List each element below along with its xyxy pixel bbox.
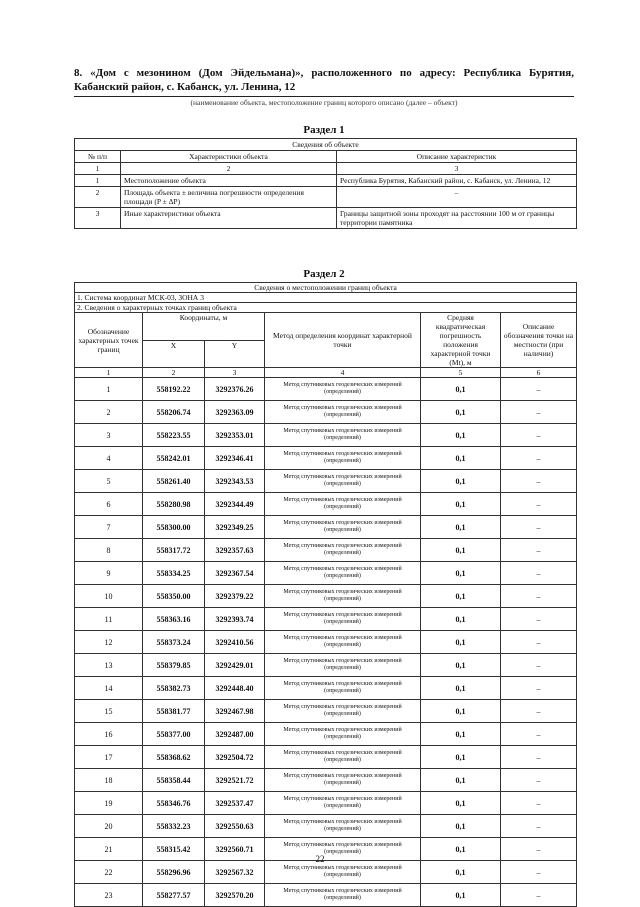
point-y: 3292346.41 <box>205 447 265 470</box>
point-method: Метод спутниковых геодезических измерений (определений) <box>265 723 421 746</box>
point-y: 3292467.98 <box>205 700 265 723</box>
point-method: Метод спутниковых геодезических измерений (определений) <box>265 424 421 447</box>
point-method: Метод спутниковых геодезических измерений (определений) <box>265 677 421 700</box>
point-x: 558373.24 <box>143 631 205 654</box>
point-description: – <box>501 447 577 470</box>
point-row <box>75 884 577 907</box>
point-y: 3292376.26 <box>205 378 265 401</box>
point-row <box>75 516 577 539</box>
section2-index-cell: 3 <box>205 368 265 378</box>
point-accuracy: 0,1 <box>421 631 501 654</box>
point-description: – <box>501 815 577 838</box>
point-x: 558261.40 <box>143 470 205 493</box>
point-y: 3292550.63 <box>205 815 265 838</box>
point-x: 558382.73 <box>143 677 205 700</box>
section1-header-num: № п/п <box>75 151 121 163</box>
section1-row-num: 1 <box>75 175 121 187</box>
point-x: 558315.42 <box>143 838 205 861</box>
section1-caption: Сведения об объекте <box>75 139 577 151</box>
point-x: 558346.76 <box>143 792 205 815</box>
point-method: Метод спутниковых геодезических измерений (определений) <box>265 861 421 884</box>
point-id: 1 <box>75 378 143 401</box>
point-method: Метод спутниковых геодезических измерений (определений) <box>265 792 421 815</box>
point-x: 558368.62 <box>143 746 205 769</box>
point-row <box>75 792 577 815</box>
point-id: 21 <box>75 838 143 861</box>
coordinate-system: 1. Система координат МСК-03, ЗОНА 3 <box>75 293 577 303</box>
section1-index-cell: 3 <box>337 163 577 175</box>
point-accuracy: 0,1 <box>421 861 501 884</box>
point-row <box>75 746 577 769</box>
point-x: 558300.00 <box>143 516 205 539</box>
point-description: – <box>501 631 577 654</box>
section2-title: Раздел 2 <box>303 268 345 280</box>
section1-row-num: 2 <box>75 187 121 208</box>
point-description: – <box>501 562 577 585</box>
header-description: Описание обозначения точки на местности (при наличии) <box>501 313 577 368</box>
point-method: Метод спутниковых геодезических измерений (определений) <box>265 401 421 424</box>
point-row <box>75 470 577 493</box>
point-y: 3292537.47 <box>205 792 265 815</box>
point-accuracy: 0,1 <box>421 769 501 792</box>
point-method: Метод спутниковых геодезических измерений (определений) <box>265 562 421 585</box>
point-description: – <box>501 654 577 677</box>
point-method: Метод спутниковых геодезических измерений (определений) <box>265 654 421 677</box>
point-row <box>75 815 577 838</box>
point-accuracy: 0,1 <box>421 539 501 562</box>
point-method: Метод спутниковых геодезических измерений (определений) <box>265 746 421 769</box>
point-id: 12 <box>75 631 143 654</box>
point-y: 3292487.00 <box>205 723 265 746</box>
point-row <box>75 562 577 585</box>
point-y: 3292349.25 <box>205 516 265 539</box>
point-y: 3292410.56 <box>205 631 265 654</box>
point-row <box>75 493 577 516</box>
point-method: Метод спутниковых геодезических измерений (определений) <box>265 700 421 723</box>
point-row <box>75 378 577 401</box>
section1-row-label: Иные характеристики объекта <box>121 208 337 229</box>
point-description: – <box>501 700 577 723</box>
section1-header-description: Описание характеристик <box>337 151 577 163</box>
point-x: 558358.44 <box>143 769 205 792</box>
point-description: – <box>501 539 577 562</box>
section1-row-label: Местоположение объекта <box>121 175 337 187</box>
point-id: 19 <box>75 792 143 815</box>
point-accuracy: 0,1 <box>421 447 501 470</box>
point-row <box>75 424 577 447</box>
point-id: 9 <box>75 562 143 585</box>
point-method: Метод спутниковых геодезических измерений (определений) <box>265 608 421 631</box>
point-y: 3292560.71 <box>205 838 265 861</box>
point-row <box>75 677 577 700</box>
header-x: X <box>143 341 205 368</box>
point-id: 7 <box>75 516 143 539</box>
point-accuracy: 0,1 <box>421 654 501 677</box>
section1-table <box>74 138 577 229</box>
section2-index-cell: 2 <box>143 368 205 378</box>
section2-caption: Сведения о местоположении границ объекта <box>75 283 577 293</box>
point-accuracy: 0,1 <box>421 562 501 585</box>
point-method: Метод спутниковых геодезических измерений (определений) <box>265 470 421 493</box>
point-x: 558296.96 <box>143 861 205 884</box>
point-y: 3292344.49 <box>205 493 265 516</box>
section2-index-cell: 5 <box>421 368 501 378</box>
point-accuracy: 0,1 <box>421 723 501 746</box>
point-y: 3292429.01 <box>205 654 265 677</box>
point-method: Метод спутниковых геодезических измерений (определений) <box>265 516 421 539</box>
point-row <box>75 585 577 608</box>
point-y: 3292357.63 <box>205 539 265 562</box>
point-description: – <box>501 861 577 884</box>
header-point-label: Обозначение характерных точек границ <box>75 313 143 368</box>
point-id: 20 <box>75 815 143 838</box>
point-method: Метод спутниковых геодезических измерений (определений) <box>265 884 421 907</box>
point-accuracy: 0,1 <box>421 815 501 838</box>
point-method: Метод спутниковых геодезических измерений (определений) <box>265 493 421 516</box>
point-y: 3292363.09 <box>205 401 265 424</box>
point-id: 3 <box>75 424 143 447</box>
section2-table <box>74 282 577 907</box>
point-y: 3292504.72 <box>205 746 265 769</box>
section1-row-value: – <box>337 187 577 208</box>
point-y: 3292343.53 <box>205 470 265 493</box>
point-id: 5 <box>75 470 143 493</box>
point-x: 558334.25 <box>143 562 205 585</box>
section2-index-cell: 6 <box>501 368 577 378</box>
point-y: 3292521.72 <box>205 769 265 792</box>
point-row <box>75 723 577 746</box>
point-description: – <box>501 493 577 516</box>
point-accuracy: 0,1 <box>421 585 501 608</box>
point-method: Метод спутниковых геодезических измерений (определений) <box>265 769 421 792</box>
point-x: 558192.22 <box>143 378 205 401</box>
point-accuracy: 0,1 <box>421 608 501 631</box>
point-method: Метод спутниковых геодезических измерений (определений) <box>265 838 421 861</box>
point-y: 3292367.54 <box>205 562 265 585</box>
point-description: – <box>501 516 577 539</box>
point-description: – <box>501 608 577 631</box>
point-description: – <box>501 677 577 700</box>
point-row <box>75 631 577 654</box>
point-x: 558363.16 <box>143 608 205 631</box>
section1-row-num: 3 <box>75 208 121 229</box>
object-heading: 8. «Дом с мезонином (Дом Эйдельмана)», расположенного по адресу: Республика Бурятия, Кабанский район, с. Кабанск, ул. Ленина, 12 <box>74 67 574 93</box>
point-accuracy: 0,1 <box>421 378 501 401</box>
section1-title: Раздел 1 <box>303 124 345 136</box>
point-accuracy: 0,1 <box>421 516 501 539</box>
point-method: Метод спутниковых геодезических измерений (определений) <box>265 585 421 608</box>
point-description: – <box>501 769 577 792</box>
point-method: Метод спутниковых геодезических измерений (определений) <box>265 815 421 838</box>
point-y: 3292393.74 <box>205 608 265 631</box>
point-id: 8 <box>75 539 143 562</box>
point-x: 558379.85 <box>143 654 205 677</box>
point-x: 558223.55 <box>143 424 205 447</box>
point-method: Метод спутниковых геодезических измерений (определений) <box>265 539 421 562</box>
point-row <box>75 447 577 470</box>
point-row <box>75 769 577 792</box>
point-x: 558242.01 <box>143 447 205 470</box>
point-description: – <box>501 470 577 493</box>
point-x: 558332.23 <box>143 815 205 838</box>
points-caption: 2. Сведения о характерных точках границ объекта <box>75 303 577 313</box>
point-x: 558381.77 <box>143 700 205 723</box>
point-x: 558317.72 <box>143 539 205 562</box>
point-id: 6 <box>75 493 143 516</box>
point-description: – <box>501 401 577 424</box>
point-accuracy: 0,1 <box>421 746 501 769</box>
point-method: Метод спутниковых геодезических измерений (определений) <box>265 631 421 654</box>
header-y: Y <box>205 341 265 368</box>
point-accuracy: 0,1 <box>421 792 501 815</box>
point-y: 3292353.01 <box>205 424 265 447</box>
point-x: 558206.74 <box>143 401 205 424</box>
point-accuracy: 0,1 <box>421 493 501 516</box>
point-description: – <box>501 378 577 401</box>
heading-note: (наименование объекта, местоположение границ которого описано (далее – объект) <box>190 98 458 107</box>
section2-index-cell: 1 <box>75 368 143 378</box>
section1-row-value: Границы защитной зоны проходят на расстоянии 100 м от границы территории памятника <box>337 208 577 229</box>
point-id: 14 <box>75 677 143 700</box>
header-coordinates: Координаты, м <box>143 313 265 341</box>
section1-header-characteristic: Характеристики объекта <box>121 151 337 163</box>
point-description: – <box>501 746 577 769</box>
point-row <box>75 700 577 723</box>
point-description: – <box>501 585 577 608</box>
point-row <box>75 539 577 562</box>
point-accuracy: 0,1 <box>421 424 501 447</box>
point-row <box>75 401 577 424</box>
section1-index-cell: 2 <box>121 163 337 175</box>
point-accuracy: 0,1 <box>421 700 501 723</box>
point-id: 4 <box>75 447 143 470</box>
point-description: – <box>501 723 577 746</box>
header-accuracy: Средняя квадратическая погрешность положения характерной точки (Mt), м <box>421 313 501 368</box>
point-x: 558277.57 <box>143 884 205 907</box>
point-id: 10 <box>75 585 143 608</box>
point-description: – <box>501 838 577 861</box>
point-id: 22 <box>75 861 143 884</box>
point-x: 558280.98 <box>143 493 205 516</box>
point-method: Метод спутниковых геодезических измерений (определений) <box>265 378 421 401</box>
point-accuracy: 0,1 <box>421 838 501 861</box>
page-number: 22 <box>315 854 325 864</box>
section2-index-cell: 4 <box>265 368 421 378</box>
point-accuracy: 0,1 <box>421 470 501 493</box>
heading-underline <box>74 96 574 97</box>
point-y: 3292567.32 <box>205 861 265 884</box>
point-row <box>75 608 577 631</box>
point-row <box>75 654 577 677</box>
point-id: 2 <box>75 401 143 424</box>
point-x: 558377.00 <box>143 723 205 746</box>
point-description: – <box>501 424 577 447</box>
point-description: – <box>501 792 577 815</box>
point-id: 18 <box>75 769 143 792</box>
point-method: Метод спутниковых геодезических измерений (определений) <box>265 447 421 470</box>
point-id: 11 <box>75 608 143 631</box>
point-y: 3292379.22 <box>205 585 265 608</box>
point-id: 17 <box>75 746 143 769</box>
point-accuracy: 0,1 <box>421 677 501 700</box>
point-y: 3292570.20 <box>205 884 265 907</box>
point-x: 558350.00 <box>143 585 205 608</box>
point-id: 16 <box>75 723 143 746</box>
point-id: 23 <box>75 884 143 907</box>
section1-index-cell: 1 <box>75 163 121 175</box>
section1-row-label: Площадь объекта ± величина погрешности определения площади (P ± ΔP) <box>121 187 337 208</box>
point-description: – <box>501 884 577 907</box>
point-accuracy: 0,1 <box>421 884 501 907</box>
header-method: Метод определения координат характерной точки <box>265 313 421 368</box>
point-y: 3292448.40 <box>205 677 265 700</box>
point-id: 13 <box>75 654 143 677</box>
point-id: 15 <box>75 700 143 723</box>
section1-row-value: Республика Бурятия, Кабанский район, с. Кабанск, ул. Ленина, 12 <box>337 175 577 187</box>
point-accuracy: 0,1 <box>421 401 501 424</box>
